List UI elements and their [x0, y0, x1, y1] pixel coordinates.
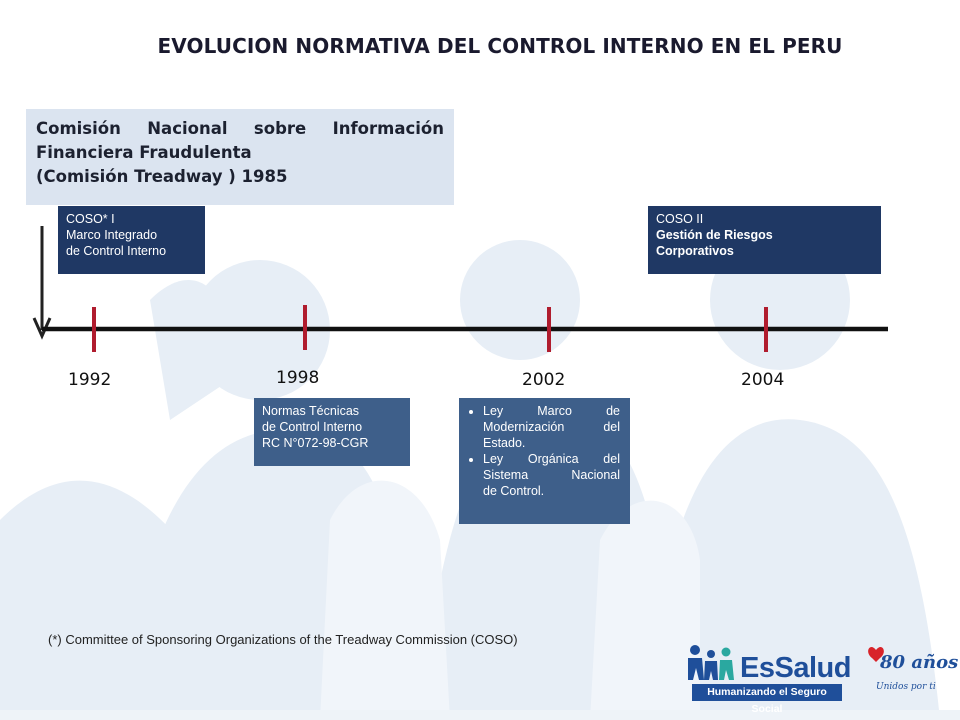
leyes-2002-box — [459, 398, 630, 524]
coso-i-title: COSO* I — [66, 212, 115, 226]
page-title: EVOLUCION NORMATIVA DEL CONTROL INTERNO EN EL PERU — [157, 34, 843, 58]
coso-i-line-2: Marco Integrado — [66, 228, 158, 242]
coso-ii-line-3: Corporativos — [656, 244, 734, 258]
coso-i-line-3: de Control Interno — [66, 244, 167, 258]
ley-marco-text-end: Estado. — [483, 436, 526, 450]
treadway-line-2: Financiera Fraudulenta — [36, 143, 252, 162]
essalud-slogan: Humanizando el Seguro Social — [692, 684, 842, 701]
ley-organica-text-end: de Control. — [483, 484, 545, 498]
anniversary-sub-label: Unidos por ti — [876, 682, 936, 692]
treadway-line-3: (Comisión Treadway ) 1985 — [36, 167, 288, 186]
ley-marco-item — [483, 403, 620, 451]
ley-marco-text: Ley Marco de Modernización del — [483, 404, 620, 434]
year-1998: 1998 — [276, 368, 320, 388]
treadway-line-1: Comisión Nacional sobre Información — [36, 119, 444, 138]
normas-line-3: RC N°072-98-CGR — [262, 436, 369, 450]
year-2002: 2002 — [522, 370, 566, 390]
coso-ii-title: COSO II — [656, 212, 704, 226]
normas-tecnicas-box — [254, 398, 410, 466]
anniversary-label: 80 años — [880, 652, 959, 673]
ley-organica-text: Ley Orgánica del Sistema Nacional — [483, 452, 620, 482]
coso-ii-line-2: Gestión de Riesgos — [656, 228, 773, 242]
footnote: (*) Committee of Sponsoring Organizations of the Treadway Commission (COSO) — [48, 632, 518, 647]
year-1992: 1992 — [68, 370, 112, 390]
ley-organica-item — [483, 451, 620, 499]
year-2004: 2004 — [741, 370, 785, 390]
normas-line-2: de Control Interno — [262, 420, 363, 434]
normas-line-1: Normas Técnicas — [262, 404, 360, 418]
essalud-logo-name: EsSalud — [740, 652, 851, 684]
leyes-list — [469, 403, 620, 499]
essalud-family-icon — [686, 644, 742, 684]
